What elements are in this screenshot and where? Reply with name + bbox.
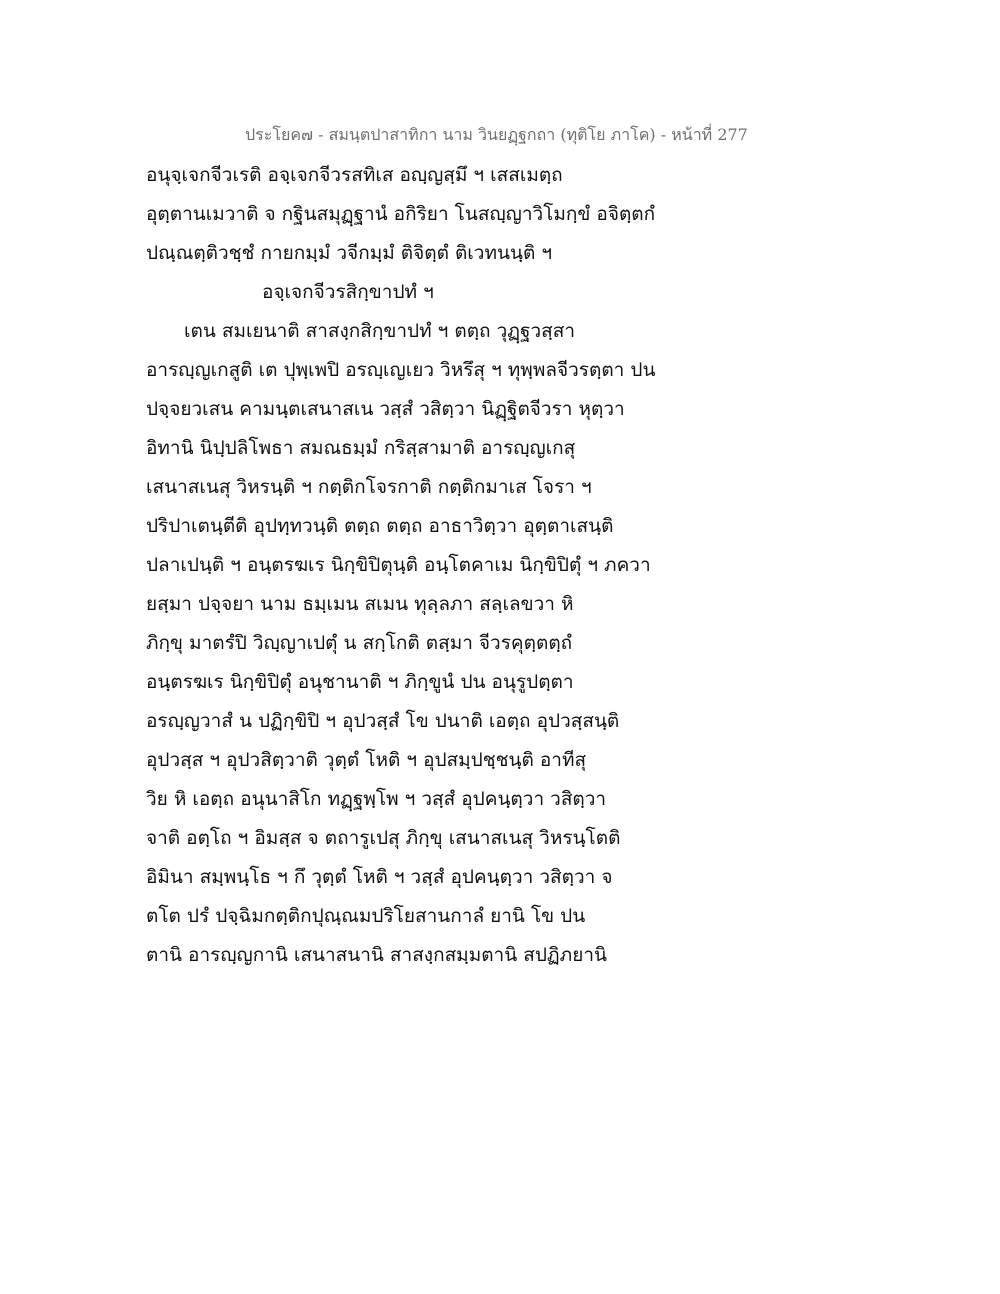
text-line: ตานิ อารญฺญกานิ เสนาสนานิ สาสงฺกสมฺมตานิ สปฏิภยานิ [146, 944, 607, 966]
text-line: อิมินา สมฺพนฺโธ ฯ กึ วุตฺตํ โหติ ฯ วสฺสํ อุปคนฺตฺวา วสิตฺวา จ [146, 866, 613, 888]
text-line: อุตฺตานเมวาติ จ กฐินสมุฏฺฐานํ อกิริยา โนสญฺญาวิโมกฺขํ อจิตฺตกํ [146, 203, 656, 225]
text-line: ตโต ปรํ ปจฺฉิมกตฺติกปุณฺณมปริโยสานกาลํ ยานิ โข ปน [146, 905, 586, 927]
text-line: ปลาเปนฺติ ฯ อนฺตรฆเร นิกฺขิปิตุนฺติ อนฺโตคาเม นิกฺขิปิตุํ ฯ ภควา [146, 554, 651, 576]
text-line: เสนาสเนสุ วิหรนฺติ ฯ กตฺติกโจรกาติ กตฺติกมาเส โจรา ฯ [146, 476, 592, 498]
text-line: ยสฺมา ปจฺจยา นาม ธมฺเมน สเมน ทุลฺลภา สลฺเลขวา หิ [146, 593, 574, 615]
text-line: อรญฺญวาสํ น ปฏิกฺขิปิ ฯ อุปวสฺสํ โข ปนาติ เอตฺถ อุปวสฺสนฺติ [146, 710, 620, 732]
text-line: เตน สมเยนาติ สาสงฺกสิกฺขาปทํ ฯ ตตฺถ วุฏฺฐวสฺสา [184, 320, 576, 342]
text-line: ปจฺจยวเสน คามนฺตเสนาสเน วสฺสํ วสิตฺวา นิฏฺฐิตจีวรา หุตฺวา [146, 398, 625, 420]
text-line: วิย หิ เอตฺถ อนุนาสิโก ทฏฺฐพฺโพ ฯ วสฺสํ อุปคนฺตฺวา วสิตฺวา [146, 788, 607, 810]
page-header: ประโยค๗ - สมนฺตปาสาทิกา นาม วินยฏฺฐกถา (ทุติโย ภาโค) - หน้าที่ 277 [245, 125, 748, 144]
text-line: ภิกฺขุ มาตรํปิ วิญฺญาเปตุํ น สกฺโกติ ตสฺมา จีวรคุตฺตตฺถํ [146, 632, 573, 654]
text-line: ปณฺณตฺติวชฺชํ กายกมฺมํ วจีกมฺมํ ติจิตฺตํ ติเวทนนฺติ ฯ [146, 242, 553, 264]
page-body [146, 160, 706, 979]
text-line: อนฺตรฆเร นิกฺขิปิตุํ อนุชานาติ ฯ ภิกฺขูนํ ปน อนุรูปตฺตา [146, 671, 574, 693]
text-line: อารญฺญเกสูติ เต ปุพฺเพปิ อรญฺเญเยว วิหรึสุ ฯ ทุพฺพลจีวรตฺตา ปน [146, 359, 656, 381]
section-title: อจฺเจกจีวรสิกฺขาปทํ ฯ [262, 281, 434, 303]
text-line: อุปวสฺส ฯ อุปวสิตฺวาติ วุตฺตํ โหติ ฯ อุปสมฺปชฺชนฺติ อาทีสุ [146, 749, 587, 771]
text-line: ปริปาเตนฺตีติ อุปทฺทวนฺติ ตตฺถ ตตฺถ อาธาวิตฺวา อุตฺตาเสนฺติ [146, 515, 614, 537]
text-line: อนุจฺเจกจีวเรติ อจฺเจกจีวรสทิเส อญฺญสฺมึ ฯ เสสเมตฺถ [146, 164, 563, 186]
text-line: จาติ อตฺโถ ฯ อิมสฺส จ ตถารูเปสุ ภิกฺขุ เสนาสเนสุ วิหรนฺโตติ [146, 827, 621, 849]
text-line: อิทานิ นิปฺปลิโพธา สมณธมฺมํ กริสฺสามาติ อารญฺญเกสุ [146, 437, 576, 459]
